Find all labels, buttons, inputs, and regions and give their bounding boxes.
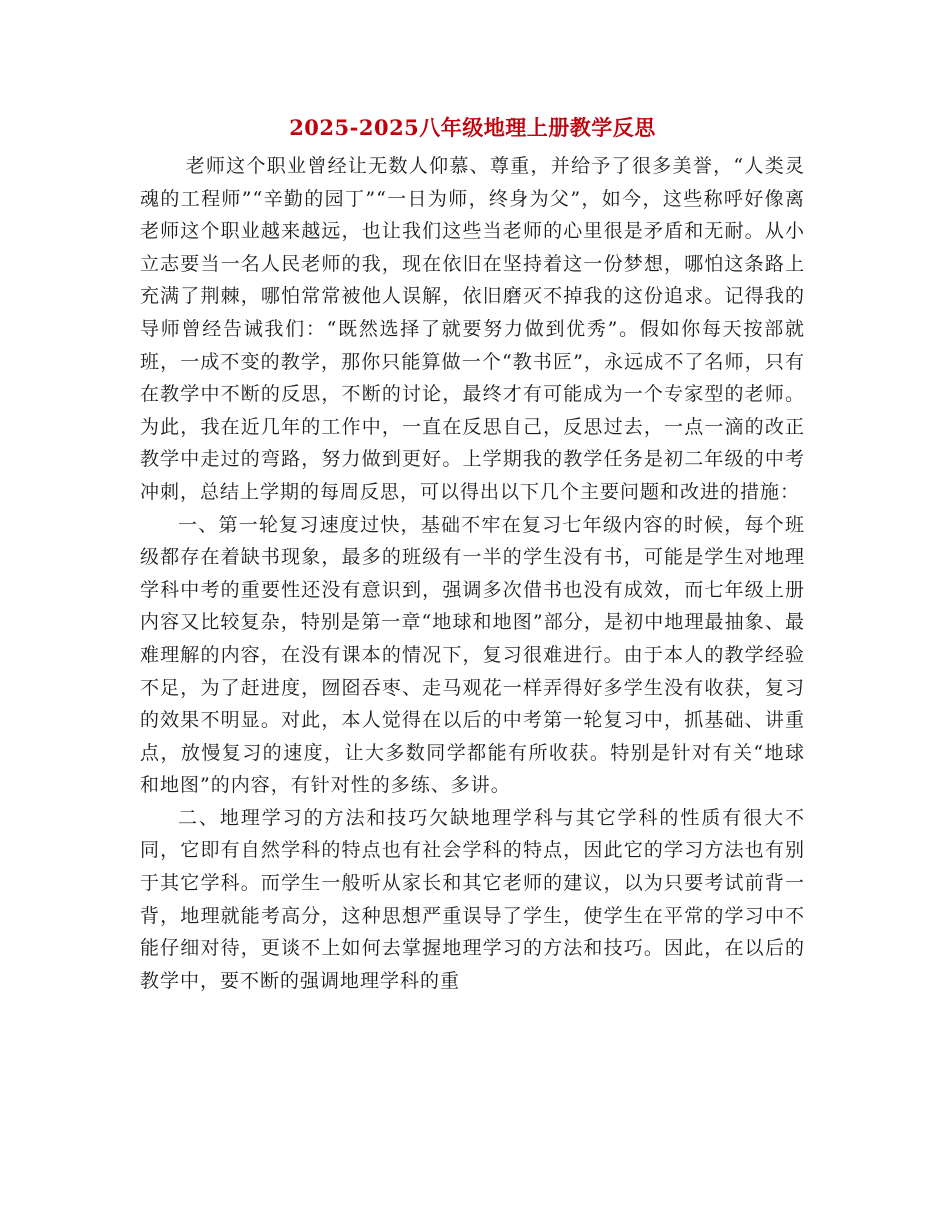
paragraph-study-methods: 二、地理学习的方法和技巧欠缺地理学科与其它学科的性质有很大不同，它即有自然学科的特点也有社会学科的特点，因此它的学习方法也有别于其它学科。而学生一般听从家长和其它老师的建议，以为只要考试前背一背，地理就能考高分，这种思想严重误导了学生，使学生在平常的学习中不能仔细对待，更谈不上如何去掌握地理学习的方法和技巧。因此，在以后的教学中，要不断的强调地理学科的重: [140, 806, 805, 992]
paragraph-intro: 老师这个职业曾经让无数人仰慕、尊重，并给予了很多美誉，“人类灵魂的工程师”“辛勤的园丁”“一日为师，终身为父”，如今，这些称呼好像离老师这个职业越来越远，也让我们这些当老师的心里很是矛盾和无耐。从小立志要当一名人民老师的我，现在依旧在坚持着这一份梦想，哪怕这条路上充满了荆棘，哪怕常常被他人误解，依旧磨灭不掉我的这份追求。记得我的导师曾经告诫我们：“既然选择了就要努力做到优秀”。假如你每天按部就班，一成不变的教学，那你只能算做一个“教书匠”，永远成不了名师，只有在教学中不断的反思，不断的讨论，最终才有可能成为一个专家型的老师。为此，我在近几年的工作中，一直在反思自己，反思过去，一点一滴的改正教学中走过的弯路，努力做到更好。上学期我的教学任务是初二年级的中考冲刺，总结上学期的每周反思，可以得出以下几个主要问题和改进的措施：: [140, 155, 805, 503]
document-page: [140, 108, 805, 997]
document-title: 2025-2025八年级地理上册教学反思: [289, 115, 656, 140]
paragraph-review-speed: 一、第一轮复习速度过快，基础不牢在复习七年级内容的时候，每个班级都存在着缺书现象，最多的班级有一半的学生没有书，可能是学生对地理学科中考的重要性还没有意识到，强调多次借书也没有成效，而七年级上册内容又比较复杂，特别是第一章“地球和地图”部分，是初中地理最抽象、最难理解的内容，在没有课本的情况下，复习很难进行。由于本人的教学经验不足，为了赶进度，囫囵吞枣、走马观花一样弄得好多学生没有收获，复习的效果不明显。对此，本人觉得在以后的中考第一轮复习中，抓基础、讲重点，放慢复习的速度，让大多数同学都能有所收获。特别是针对有关“地球和地图”的内容，有针对性的多练、多讲。: [140, 513, 805, 797]
